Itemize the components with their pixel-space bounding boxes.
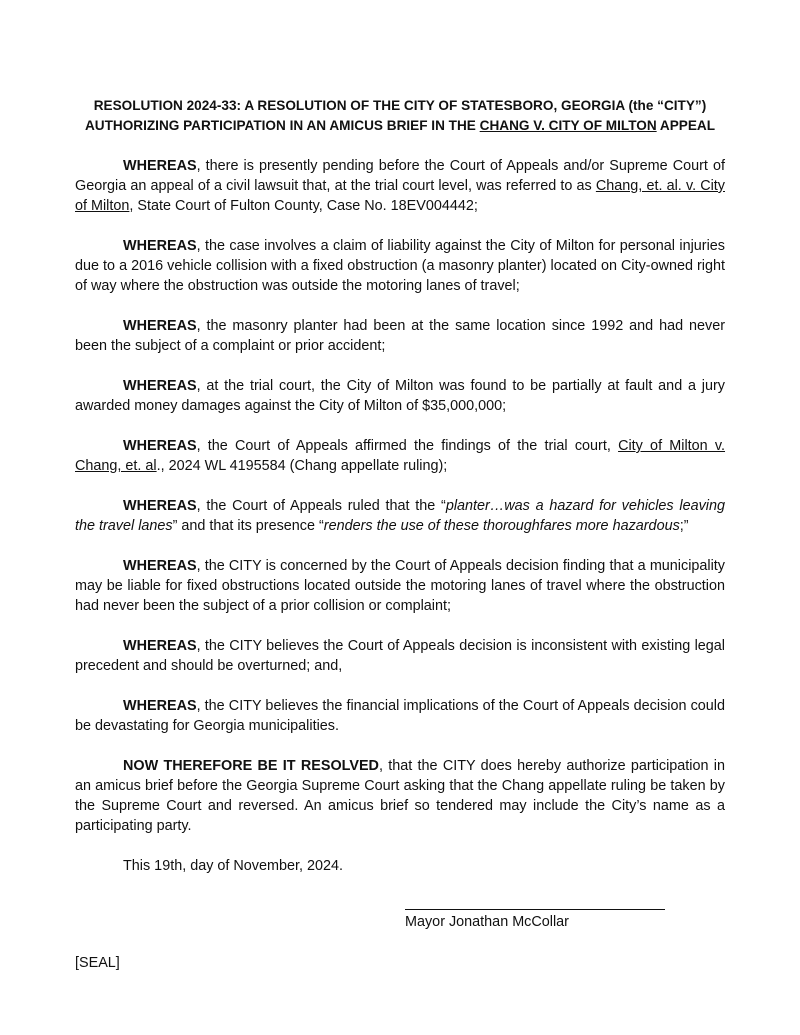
whereas-paragraph-7 [75, 556, 725, 616]
whereas-paragraph-1 [75, 156, 725, 216]
case-citation: City of Milton v. Chang, et. al [75, 438, 726, 474]
paragraph-text: ;” [679, 518, 689, 534]
signature-block [405, 893, 667, 932]
signatory-name: Mayor Jonathan McCollar [405, 914, 569, 930]
whereas-keyword: WHEREAS [123, 438, 197, 454]
court-quote-2: renders the use of these thoroughfares more hazardous [323, 518, 680, 534]
whereas-keyword: WHEREAS [123, 238, 197, 254]
whereas-keyword: WHEREAS [123, 158, 197, 174]
whereas-keyword: WHEREAS [123, 498, 197, 514]
whereas-paragraph-6 [75, 496, 725, 536]
paragraph-text: , there is presently pending before the Court of Appeals and/or Supreme Court of Georgia an appeal of a civil lawsuit that, at the trial court level, was referred to as [75, 158, 725, 194]
case-citation: Chang, et. al. v. City of Milton [75, 178, 725, 214]
title-line-1: RESOLUTION 2024-33: A RESOLUTION OF THE CITY OF STATESBORO, GEORGIA (the “CITY”) [93, 98, 707, 113]
paragraph-text: , the CITY believes the Court of Appeals decision is inconsistent with existing legal precedent and should be overturned; and, [75, 638, 725, 674]
court-quote-1: planter…was a hazard for vehicles leaving the travel lanes [75, 498, 725, 534]
paragraph-text: , the CITY believes the financial implications of the Court of Appeals decision could be devastating for Georgia municipalities. [75, 698, 725, 734]
paragraph-text: , the Court of Appeals affirmed the findings of the trial court, [196, 438, 619, 454]
resolved-keyword: NOW THEREFORE BE IT RESOLVED [123, 758, 379, 774]
paragraph-text: , the CITY is concerned by the Court of Appeals decision finding that a municipality may be liable for fixed obstructions located outside the motoring lanes of travel where the obstruction had never been the subject of a prior collision or complaint; [75, 558, 725, 614]
seal-placeholder: [SEAL] [75, 955, 120, 971]
whereas-paragraph-5 [75, 436, 725, 476]
paragraph-text: , that the CITY does hereby authorize participation in an amicus brief before the Georgia Supreme Court asking that the Chang appellate ruling be taken by the Supreme Court and reversed. An amicus brief so tendered may include the City’s name as a participating party. [75, 758, 725, 834]
title-case-name: CHANG V. CITY OF MILTON [479, 118, 657, 133]
resolved-paragraph [75, 756, 725, 836]
whereas-paragraph-9 [75, 696, 725, 736]
paragraph-text: , the case involves a claim of liability against the City of Milton for personal injuries due to a 2016 vehicle collision with a fixed obstruction (a masonry planter) located on City-owned right of way where the obstruction was outside the motoring lanes of travel; [75, 238, 725, 294]
whereas-paragraph-8 [75, 636, 725, 676]
title-line-2-post: APPEAL [656, 118, 716, 133]
title-line-2 [75, 116, 725, 136]
paragraph-text: , the Court of Appeals ruled that the “ [196, 498, 446, 514]
paragraph-text: ” and that its presence “ [172, 518, 324, 534]
title-line-2-pre: AUTHORIZING PARTICIPATION IN AN AMICUS BRIEF IN THE [84, 118, 480, 133]
whereas-paragraph-2 [75, 236, 725, 296]
whereas-keyword: WHEREAS [123, 318, 197, 334]
paragraph-text: , at the trial court, the City of Milton was found to be partially at fault and a jury awarded money damages against the City of Milton of $35,000,000; [75, 378, 725, 414]
whereas-keyword: WHEREAS [123, 378, 197, 394]
dated-line: This 19th, day of November, 2024. [123, 858, 343, 874]
whereas-paragraph-4 [75, 376, 725, 416]
signature-line [405, 893, 665, 910]
paragraph-text: ., 2024 WL 4195584 (Chang appellate ruling); [156, 458, 448, 474]
resolution-title [75, 96, 725, 136]
whereas-paragraph-3 [75, 316, 725, 356]
paragraph-text: , the masonry planter had been at the same location since 1992 and had never been the subject of a complaint or prior accident; [75, 318, 725, 354]
whereas-keyword: WHEREAS [123, 558, 197, 574]
document-page [75, 96, 725, 876]
whereas-keyword: WHEREAS [123, 638, 197, 654]
whereas-keyword: WHEREAS [123, 698, 197, 714]
paragraph-text: , State Court of Fulton County, Case No. 18EV004442; [129, 198, 478, 214]
